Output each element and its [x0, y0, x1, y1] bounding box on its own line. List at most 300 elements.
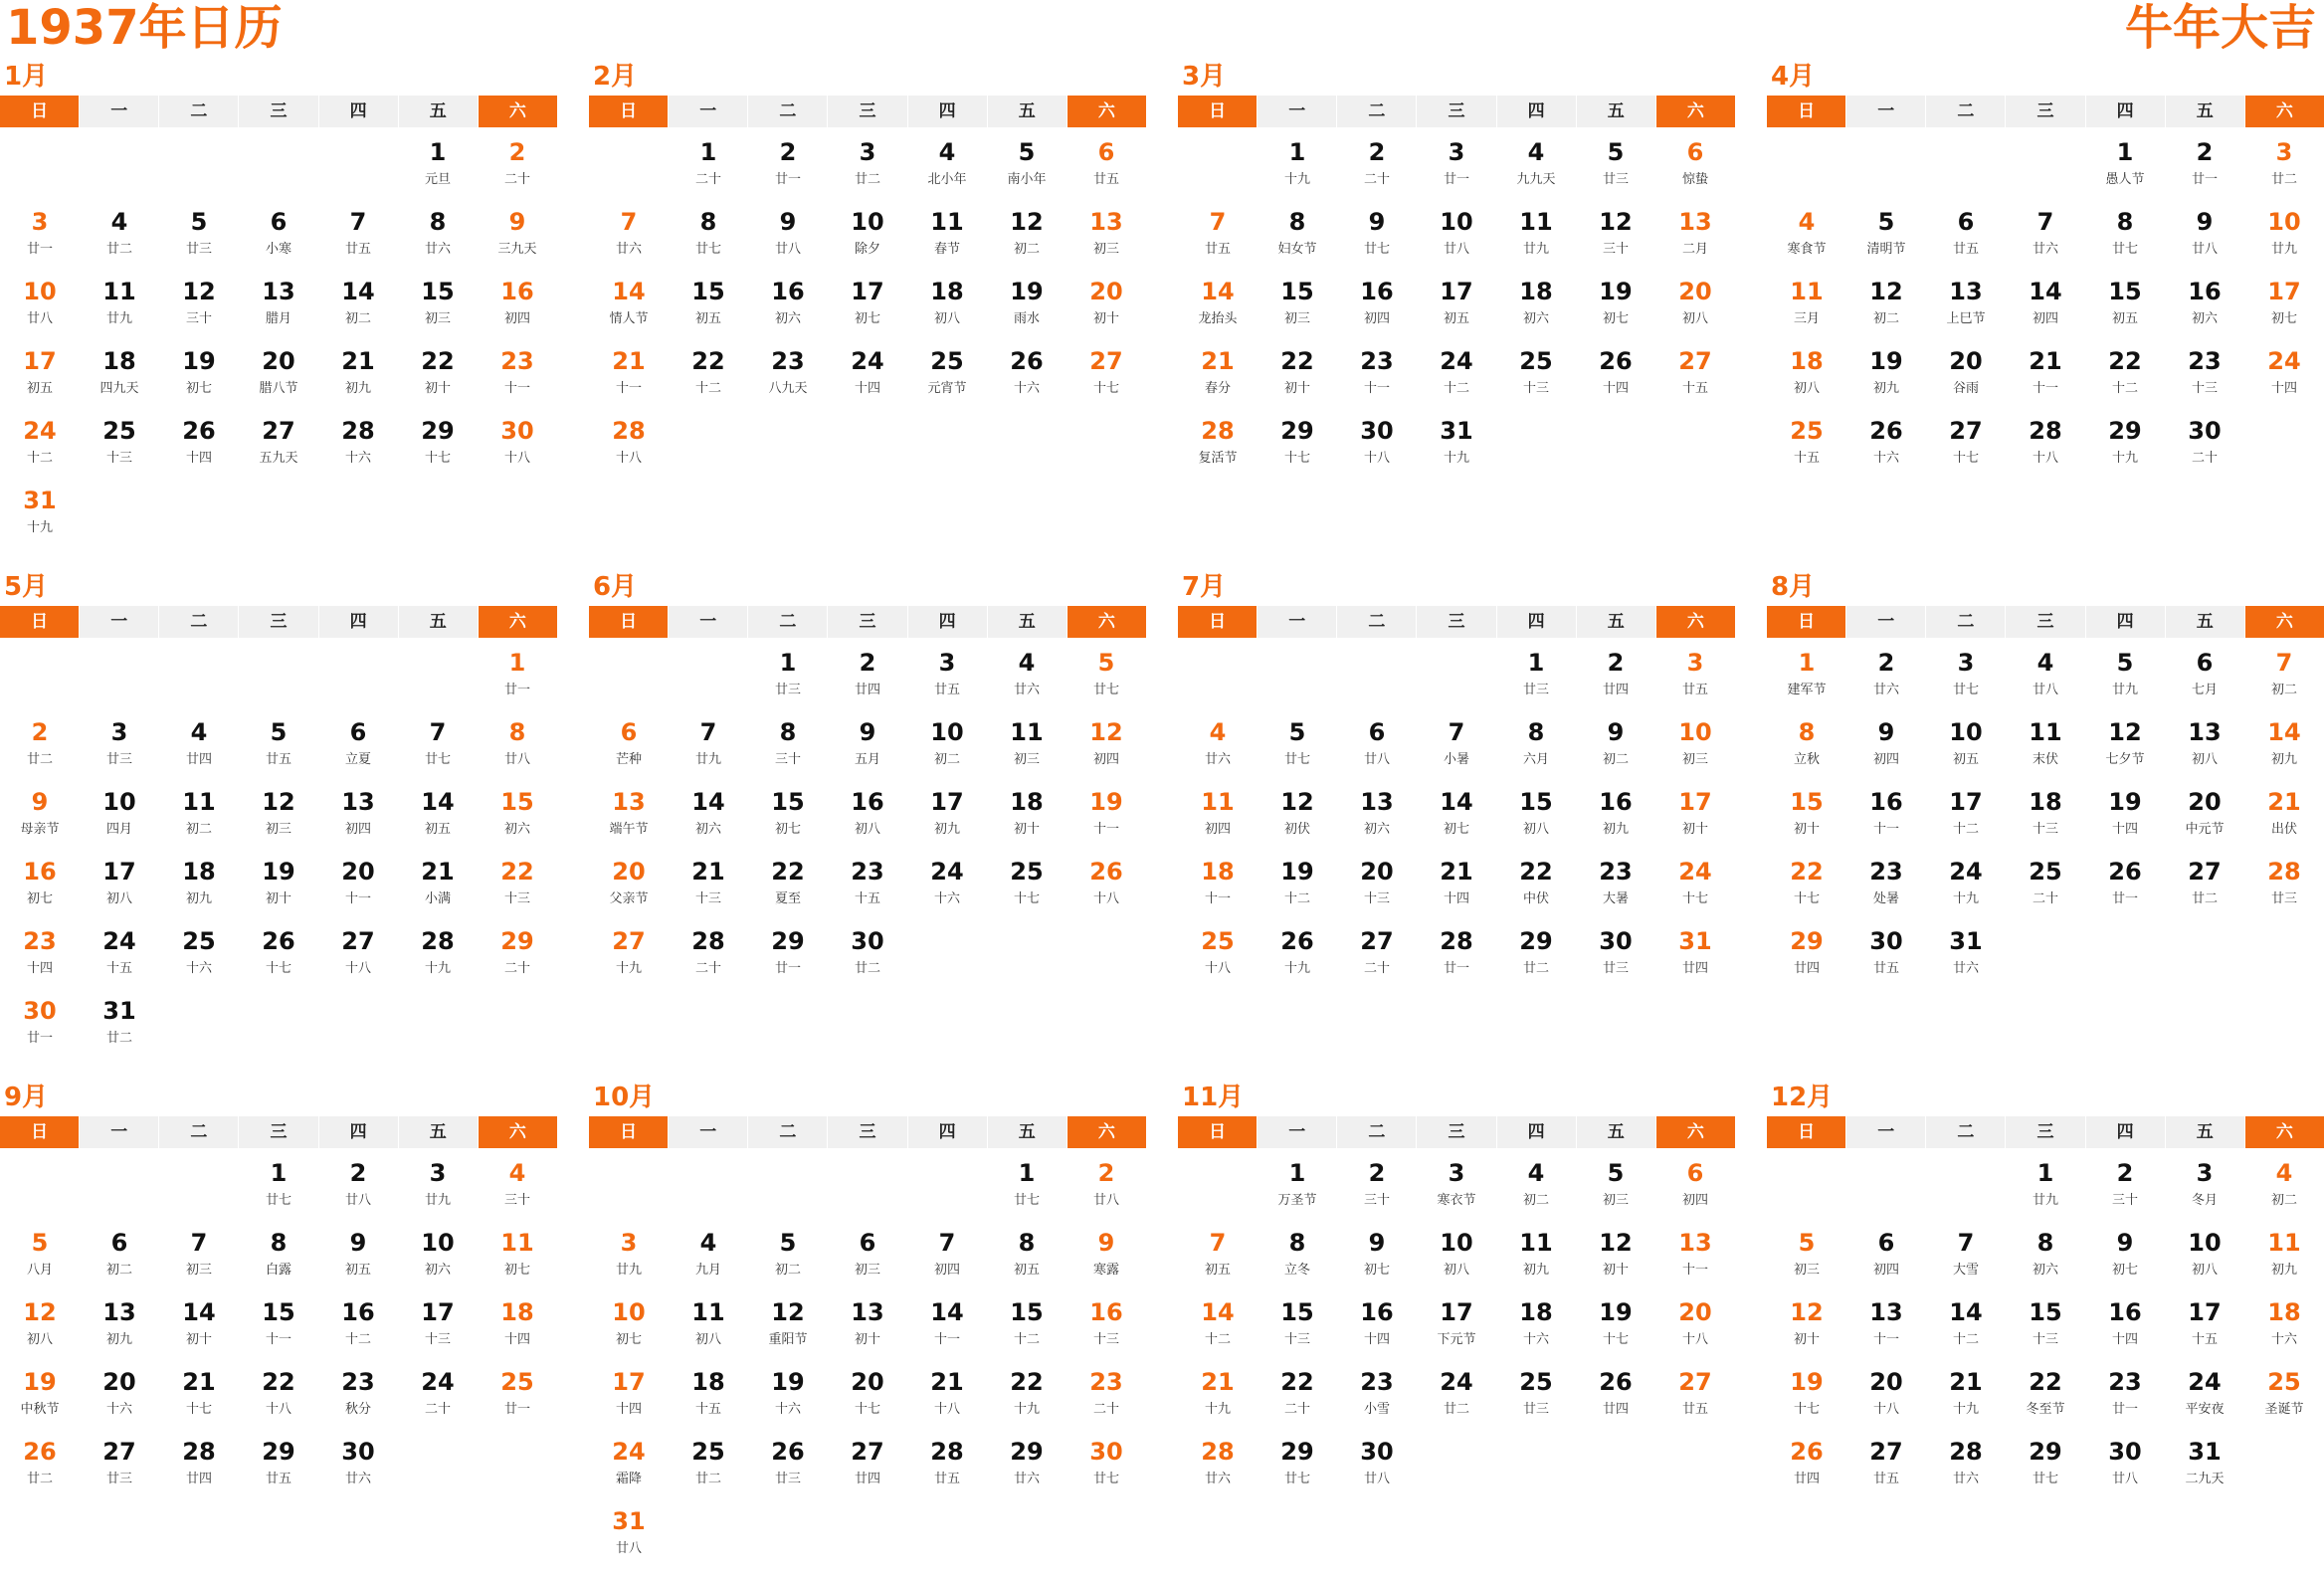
- day-cell: [1337, 1359, 1417, 1429]
- day-number: 4: [2036, 649, 2054, 677]
- lunar-label: 十四: [1602, 381, 1629, 396]
- day-cell: [1178, 338, 1258, 408]
- day-cell: [2165, 1429, 2244, 1498]
- day-cell: [1417, 849, 1496, 918]
- lunar-label: 初十: [1092, 311, 1119, 326]
- day-number: 30: [500, 417, 534, 445]
- day-cell: [1178, 1220, 1258, 1289]
- lunar-label: 十七: [1793, 1402, 1820, 1417]
- day-cell: [0, 1220, 80, 1289]
- day-cell: [1066, 1359, 1146, 1429]
- day-number: 5: [270, 718, 288, 746]
- day-cell: [239, 338, 318, 408]
- day-number: 6: [1957, 208, 1975, 236]
- day-cell: [1576, 1289, 1655, 1359]
- day-cell: [1337, 269, 1417, 338]
- lunar-label: 廿三: [774, 1472, 801, 1486]
- lunar-label: 十三: [1092, 1332, 1119, 1347]
- day-cell: [907, 849, 987, 918]
- day-cell: [987, 269, 1066, 338]
- day-cell: [1496, 1289, 1576, 1359]
- lunar-label: 廿九: [2111, 683, 2138, 697]
- month-block: [1178, 60, 1735, 557]
- day-cell: [1655, 1289, 1735, 1359]
- lunar-label: 廿七: [1283, 752, 1310, 767]
- lunar-label: 初四: [1204, 822, 1231, 837]
- day-number: 2: [1877, 649, 1895, 677]
- day-number: 12: [1790, 1298, 1824, 1326]
- day-number: 18: [182, 858, 216, 886]
- day-number: 3: [1448, 1159, 1465, 1187]
- lunar-label: 寒食节: [1787, 242, 1827, 257]
- day-number: 13: [1678, 208, 1712, 236]
- lunar-label: 初十: [1681, 822, 1708, 837]
- lunar-label: 初十: [854, 1332, 880, 1347]
- day-number: 21: [1949, 1368, 1983, 1396]
- day-number: 1: [1018, 1159, 1036, 1187]
- day-cell: [828, 849, 907, 918]
- weekday-label: 日: [589, 606, 668, 638]
- day-number: 6: [1686, 138, 1704, 166]
- day-cell: [589, 1359, 669, 1429]
- day-number: 7: [2036, 208, 2054, 236]
- day-cell: [318, 849, 398, 918]
- lunar-label: 十三: [1522, 381, 1549, 396]
- lunar-label: 二十: [2032, 891, 2058, 906]
- lunar-label: 廿六: [1952, 961, 1979, 976]
- lunar-label: 初三: [1283, 311, 1310, 326]
- lunar-label: 十二: [1952, 1332, 1979, 1347]
- day-cell: [398, 1359, 478, 1429]
- weekday-label: 五: [987, 1116, 1066, 1148]
- lunar-label: 初二: [2270, 1193, 2297, 1208]
- day-cell: [1337, 779, 1417, 849]
- lunar-label: 廿七: [265, 1193, 291, 1208]
- lunar-label: 九九天: [1516, 172, 1556, 187]
- weekday-label: 一: [668, 96, 747, 127]
- lunar-label: 廿三: [1522, 683, 1549, 697]
- lunar-label: 初七: [503, 1263, 530, 1278]
- lunar-label: 上巳节: [1946, 311, 1986, 326]
- day-cell: [1576, 709, 1655, 779]
- day-number: 20: [102, 1368, 136, 1396]
- day-cell: [1337, 1289, 1417, 1359]
- day-number: 7: [938, 1229, 956, 1257]
- day-cell: [1926, 1220, 2006, 1289]
- lunar-label: 妇女节: [1277, 242, 1317, 257]
- lunar-label: 立秋: [1793, 752, 1820, 767]
- weekday-label: 三: [2005, 606, 2084, 638]
- day-number: 8: [1527, 718, 1545, 746]
- lunar-label: 廿七: [424, 752, 451, 767]
- weekday-label: 二: [158, 606, 238, 638]
- day-cell: [318, 338, 398, 408]
- lunar-label: 初六: [503, 822, 530, 837]
- day-number: 19: [771, 1368, 805, 1396]
- day-cell: [828, 269, 907, 338]
- lunar-label: 二十: [1363, 961, 1390, 976]
- day-cell: [1258, 338, 1337, 408]
- day-number: 24: [23, 417, 57, 445]
- lunar-label: 十五: [1681, 381, 1708, 396]
- day-cell: [1926, 849, 2006, 918]
- day-cell: [1846, 1359, 1926, 1429]
- lunar-label: 初八: [694, 1332, 721, 1347]
- day-number: 26: [1280, 927, 1314, 955]
- day-cell: [589, 269, 669, 338]
- day-cell: [748, 269, 828, 338]
- day-cell: [478, 408, 557, 478]
- day-cell: [1767, 338, 1846, 408]
- lunar-label: 十九: [615, 961, 642, 976]
- day-cell: [2006, 779, 2085, 849]
- day-number: 17: [2188, 1298, 2222, 1326]
- day-number: 18: [691, 1368, 725, 1396]
- day-cell: [748, 709, 828, 779]
- lunar-label: 廿四: [185, 752, 212, 767]
- day-cell: [239, 1150, 318, 1220]
- weekday-header: [1767, 1116, 2324, 1148]
- month-title: 1月: [4, 62, 49, 92]
- day-cell: [478, 199, 557, 269]
- day-number: 16: [23, 858, 57, 886]
- day-number: 18: [930, 278, 964, 305]
- day-number: 4: [699, 1229, 717, 1257]
- day-cell: [1337, 1150, 1417, 1220]
- lunar-label: 初八: [2191, 1263, 2218, 1278]
- day-cell: [2085, 129, 2165, 199]
- day-cell: [748, 849, 828, 918]
- weekday-label: 六: [1655, 1116, 1735, 1148]
- month-title: 3月: [1182, 62, 1227, 92]
- day-number: 18: [500, 1298, 534, 1326]
- day-cell: [1846, 1429, 1926, 1498]
- lunar-label: 二十: [694, 961, 721, 976]
- lunar-label: 初九: [2270, 752, 2297, 767]
- day-number: 10: [851, 208, 884, 236]
- day-number: 27: [1678, 347, 1712, 375]
- day-number: 15: [421, 278, 455, 305]
- day-cell: [80, 1429, 159, 1498]
- weekday-label: 六: [1066, 96, 1146, 127]
- lunar-label: 北小年: [927, 172, 967, 187]
- lunar-label: 十四: [503, 1332, 530, 1347]
- day-number: 29: [2029, 1438, 2062, 1466]
- day-number: 24: [1678, 858, 1712, 886]
- weekday-label: 二: [1925, 606, 2005, 638]
- lunar-label: 初三: [854, 1263, 880, 1278]
- day-cell: [159, 918, 239, 988]
- day-cell: [1655, 1220, 1735, 1289]
- lunar-label: 十二: [1283, 891, 1310, 906]
- day-cell: [2244, 1359, 2324, 1429]
- lunar-label: 廿八: [2191, 242, 2218, 257]
- lunar-label: 廿一: [503, 1402, 530, 1417]
- lunar-label: 十七: [1602, 1332, 1629, 1347]
- lunar-label: 初二: [185, 822, 212, 837]
- weekday-label: 六: [478, 1116, 557, 1148]
- day-number: 4: [1798, 208, 1816, 236]
- lunar-label: 十三: [503, 891, 530, 906]
- day-cell: [2085, 1429, 2165, 1498]
- lunar-label: 十六: [2270, 1332, 2297, 1347]
- lunar-label: 十五: [105, 961, 132, 976]
- lunar-label: 廿五: [265, 1472, 291, 1486]
- day-number: 11: [1010, 718, 1044, 746]
- day-number: 2: [349, 1159, 367, 1187]
- day-cell: [1417, 129, 1496, 199]
- day-number: 3: [110, 718, 128, 746]
- lunar-label: 初六: [424, 1263, 451, 1278]
- day-cell: [1926, 269, 2006, 338]
- lunar-label: 初三: [1092, 242, 1119, 257]
- day-cell: [478, 849, 557, 918]
- weekday-label: 四: [907, 606, 987, 638]
- day-number: 2: [1368, 1159, 1386, 1187]
- day-number: 2: [1368, 138, 1386, 166]
- lunar-label: 母亲节: [20, 822, 60, 837]
- lunar-label: 十二: [1952, 822, 1979, 837]
- day-cell: [907, 779, 987, 849]
- day-number: 2: [508, 138, 526, 166]
- weekday-label: 五: [1576, 606, 1655, 638]
- day-number: 16: [2188, 278, 2222, 305]
- day-cell: [398, 199, 478, 269]
- day-cell: [1258, 1289, 1337, 1359]
- lunar-label: 十五: [854, 891, 880, 906]
- day-cell: [589, 408, 669, 478]
- lunar-label: 初八: [2191, 752, 2218, 767]
- day-number: 3: [2196, 1159, 2214, 1187]
- lunar-label: 廿二: [854, 172, 880, 187]
- lunar-label: 十九: [1283, 961, 1310, 976]
- day-number: 10: [1440, 208, 1473, 236]
- day-number: 14: [2029, 278, 2062, 305]
- day-cell: [1417, 779, 1496, 849]
- day-number: 5: [190, 208, 208, 236]
- day-number: 7: [349, 208, 367, 236]
- day-cell: [1258, 918, 1337, 988]
- day-cell: [1178, 199, 1258, 269]
- lunar-label: 万圣节: [1277, 1193, 1317, 1208]
- day-cell: [1846, 1289, 1926, 1359]
- day-cell: [1417, 199, 1496, 269]
- day-cell: [1767, 849, 1846, 918]
- day-number: 9: [508, 208, 526, 236]
- day-cell: [318, 269, 398, 338]
- lunar-label: 廿二: [26, 752, 53, 767]
- lunar-label: 初八: [1443, 1263, 1469, 1278]
- day-number: 27: [102, 1438, 136, 1466]
- day-number: 7: [1448, 718, 1465, 746]
- slogan: 牛年大吉: [2124, 0, 2316, 56]
- lunar-label: 十七: [1681, 891, 1708, 906]
- day-cell: [987, 779, 1066, 849]
- lunar-label: 十九: [1283, 172, 1310, 187]
- day-number: 2: [859, 649, 876, 677]
- day-number: 18: [1201, 858, 1235, 886]
- day-cell: [318, 918, 398, 988]
- day-number: 4: [1209, 718, 1227, 746]
- day-cell: [80, 918, 159, 988]
- day-cell: [1655, 1150, 1735, 1220]
- day-number: 27: [341, 927, 375, 955]
- lunar-label: 十四: [1363, 1332, 1390, 1347]
- lunar-label: 廿七: [1283, 1472, 1310, 1486]
- day-number: 1: [2036, 1159, 2054, 1187]
- lunar-label: 十六: [185, 961, 212, 976]
- day-cell: [748, 918, 828, 988]
- day-number: 15: [691, 278, 725, 305]
- day-number: 6: [1097, 138, 1115, 166]
- day-cell: [2006, 640, 2085, 709]
- lunar-label: 初七: [2270, 311, 2297, 326]
- month-title: 9月: [4, 1083, 49, 1112]
- day-cell: [318, 779, 398, 849]
- lunar-label: 十二: [694, 381, 721, 396]
- day-number: 22: [262, 1368, 295, 1396]
- lunar-label: 初六: [1522, 311, 1549, 326]
- weekday-label: 六: [2244, 96, 2324, 127]
- day-cell: [589, 779, 669, 849]
- lunar-label: 初七: [26, 891, 53, 906]
- day-cell: [907, 338, 987, 408]
- lunar-label: 初十: [1602, 1263, 1629, 1278]
- lunar-label: 十六: [933, 891, 960, 906]
- day-cell: [2085, 849, 2165, 918]
- weekday-label: 五: [398, 606, 478, 638]
- day-cell: [2165, 269, 2244, 338]
- day-cell: [1655, 709, 1735, 779]
- weekday-label: 二: [1925, 96, 2005, 127]
- day-number: 16: [1599, 788, 1633, 816]
- day-number: 16: [771, 278, 805, 305]
- day-number: 7: [429, 718, 447, 746]
- day-number: 16: [2108, 1298, 2142, 1326]
- lunar-label: 初五: [2111, 311, 2138, 326]
- day-number: 5: [1607, 1159, 1625, 1187]
- lunar-label: 十四: [2111, 822, 2138, 837]
- day-number: 25: [1519, 1368, 1553, 1396]
- lunar-label: 廿五: [265, 752, 291, 767]
- lunar-label: 中元节: [2185, 822, 2225, 837]
- lunar-label: 十一: [2032, 381, 2058, 396]
- lunar-label: 冬月: [2191, 1193, 2218, 1208]
- day-cell: [80, 709, 159, 779]
- lunar-label: 十六: [105, 1402, 132, 1417]
- day-cell: [1926, 1359, 2006, 1429]
- lunar-label: 廿一: [2111, 1402, 2138, 1417]
- day-number: 22: [2108, 347, 2142, 375]
- lunar-label: 廿八: [1363, 752, 1390, 767]
- lunar-label: 初十: [1013, 822, 1040, 837]
- month-block: [1767, 1081, 2324, 1578]
- lunar-label: 廿七: [1363, 242, 1390, 257]
- lunar-label: 廿九: [105, 311, 132, 326]
- day-cell: [1417, 1150, 1496, 1220]
- day-number: 30: [851, 927, 884, 955]
- day-number: 19: [2108, 788, 2142, 816]
- day-number: 13: [612, 788, 646, 816]
- day-number: 19: [1869, 347, 1903, 375]
- day-number: 22: [1790, 858, 1824, 886]
- lunar-label: 廿五: [933, 683, 960, 697]
- day-number: 5: [1018, 138, 1036, 166]
- lunar-label: 情人节: [609, 311, 649, 326]
- weekday-label: 六: [478, 96, 557, 127]
- day-cell: [1655, 640, 1735, 709]
- day-cell: [0, 779, 80, 849]
- day-cell: [748, 1220, 828, 1289]
- day-cell: [987, 640, 1066, 709]
- day-cell: [1337, 849, 1417, 918]
- weekday-label: 六: [1066, 1116, 1146, 1148]
- day-cell: [478, 1220, 557, 1289]
- day-number: 13: [1678, 1229, 1712, 1257]
- lunar-label: 廿九: [1522, 242, 1549, 257]
- weekday-header: [0, 606, 557, 638]
- lunar-label: 十九: [1204, 1402, 1231, 1417]
- lunar-label: 廿九: [424, 1193, 451, 1208]
- day-number: 6: [1368, 718, 1386, 746]
- day-number: 19: [1280, 858, 1314, 886]
- day-number: 18: [2029, 788, 2062, 816]
- day-cell: [1496, 129, 1576, 199]
- day-cell: [1417, 1220, 1496, 1289]
- day-number: 24: [102, 927, 136, 955]
- day-number: 23: [341, 1368, 375, 1396]
- day-cell: [2244, 1289, 2324, 1359]
- day-cell: [478, 918, 557, 988]
- day-number: 4: [1018, 649, 1036, 677]
- day-cell: [80, 1359, 159, 1429]
- month-title: 2月: [593, 62, 638, 92]
- day-number: 5: [2116, 649, 2134, 677]
- lunar-label: 初十: [1793, 1332, 1820, 1347]
- day-number: 8: [2036, 1229, 2054, 1257]
- day-cell: [1767, 199, 1846, 269]
- day-cell: [2006, 1220, 2085, 1289]
- day-number: 12: [771, 1298, 805, 1326]
- day-cell: [478, 338, 557, 408]
- day-number: 18: [1519, 278, 1553, 305]
- day-number: 27: [851, 1438, 884, 1466]
- day-number: 9: [1607, 718, 1625, 746]
- day-cell: [1576, 269, 1655, 338]
- day-number: 14: [182, 1298, 216, 1326]
- day-cell: [589, 1429, 669, 1498]
- day-cell: [2244, 849, 2324, 918]
- day-number: 4: [1527, 138, 1545, 166]
- day-number: 5: [1607, 138, 1625, 166]
- lunar-label: 初三: [265, 822, 291, 837]
- lunar-label: 八月: [26, 1263, 53, 1278]
- day-cell: [2244, 338, 2324, 408]
- lunar-label: 十一: [1872, 1332, 1899, 1347]
- lunar-label: 惊蛰: [1681, 172, 1708, 187]
- day-cell: [0, 849, 80, 918]
- lunar-label: 十六: [344, 451, 371, 466]
- day-number: 9: [31, 788, 49, 816]
- day-cell: [1576, 1359, 1655, 1429]
- lunar-label: 十七: [265, 961, 291, 976]
- day-cell: [828, 129, 907, 199]
- lunar-label: 廿五: [1681, 1402, 1708, 1417]
- day-number: 5: [1798, 1229, 1816, 1257]
- day-number: 27: [1949, 417, 1983, 445]
- lunar-label: 七月: [2191, 683, 2218, 697]
- day-number: 4: [1527, 1159, 1545, 1187]
